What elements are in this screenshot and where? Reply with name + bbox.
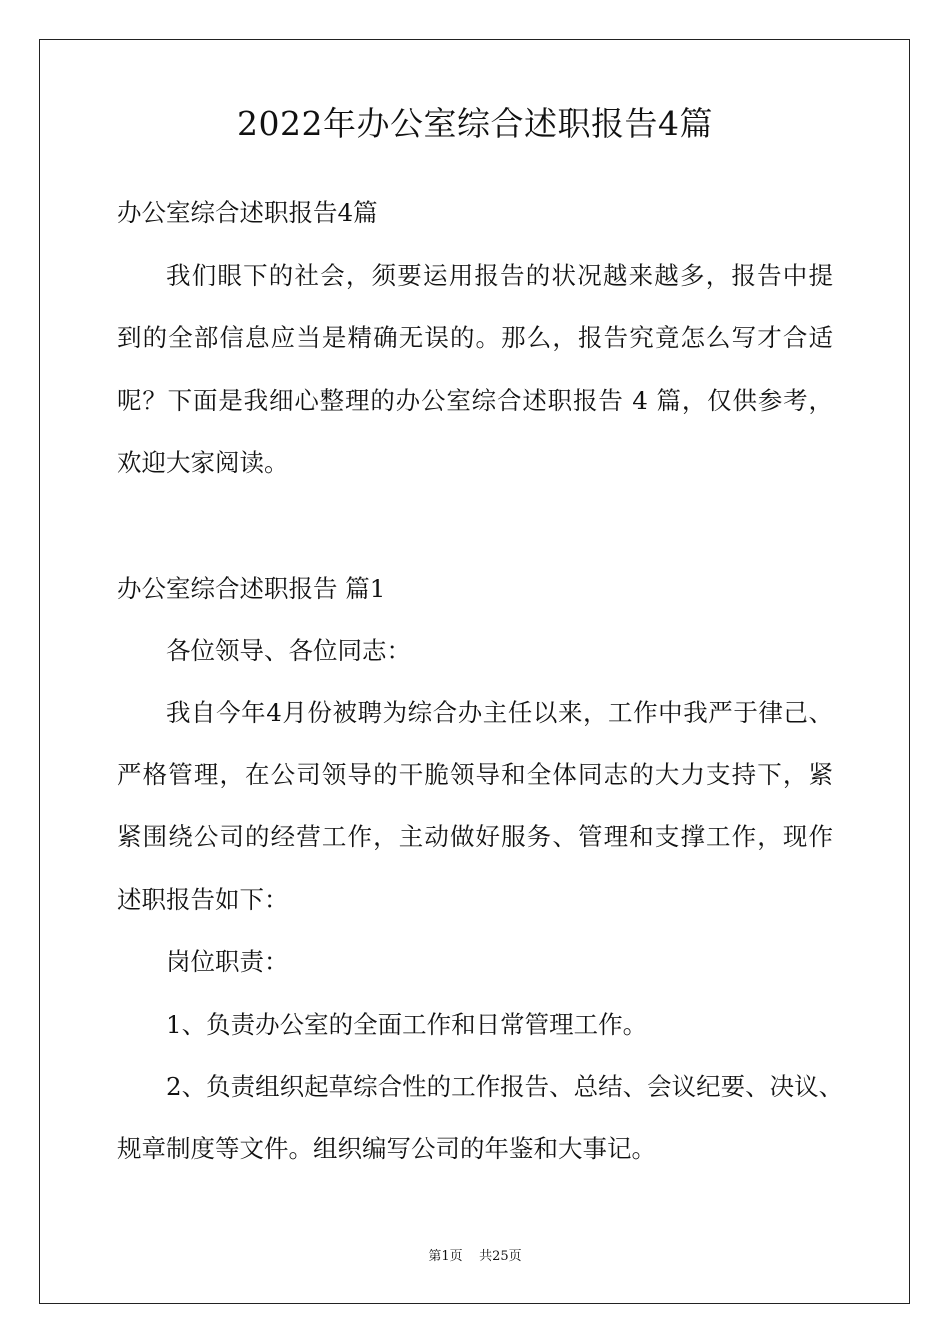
document-subtitle: 办公室综合述职报告4篇 — [117, 198, 378, 227]
body-line-2: 严格管理，在公司领导的干脆领导和全体同志的大力支持下，紧 — [117, 760, 833, 789]
document-title: 2022年办公室综合述职报告4篇 — [237, 104, 713, 143]
greeting: 各位领导、各位同志： — [166, 636, 411, 665]
body-line-1: 我自今年4月份被聘为综合办主任以来，工作中我严于律己、 — [166, 698, 833, 727]
intro-line-1: 我们眼下的社会，须要运用报告的状况越来越多，报告中提 — [166, 261, 833, 290]
intro-line-4: 欢迎大家阅读。 — [117, 448, 289, 477]
intro-line-2: 到的全部信息应当是精确无误的。那么，报告究竟怎么写才合适 — [117, 323, 833, 352]
page-number: 第1页 共25页 — [428, 1249, 522, 1264]
duties-heading: 岗位职责： — [166, 947, 289, 976]
section-heading: 办公室综合述职报告 篇1 — [117, 574, 386, 603]
body-line-3: 紧围绕公司的经营工作，主动做好服务、管理和支撑工作，现作 — [117, 822, 833, 851]
duty-item-1: 1、负责办公室的全面工作和日常管理工作。 — [166, 1010, 648, 1039]
duty-item-2-line-1: 2、负责组织起草综合性的工作报告、总结、会议纪要、决议、 — [166, 1072, 844, 1101]
body-line-4: 述职报告如下： — [117, 885, 289, 914]
duty-item-2-line-2: 规章制度等文件。组织编写公司的年鉴和大事记。 — [117, 1134, 656, 1163]
intro-line-3: 呢？下面是我细心整理的办公室综合述职报告 4 篇，仅供参考， — [117, 386, 833, 415]
